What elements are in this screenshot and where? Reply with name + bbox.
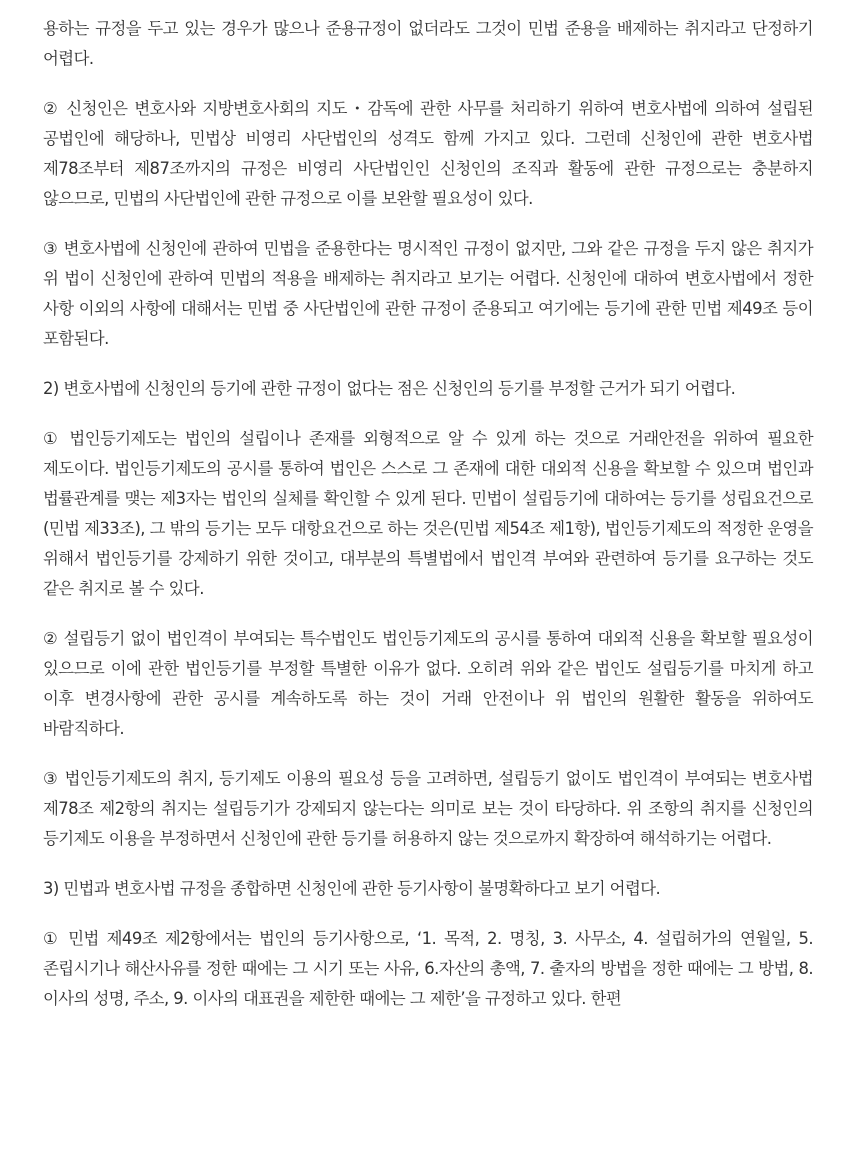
paragraph-item-1-article-49: ① 민법 제49조 제2항에서는 법인의 등기사항으로, ‘1. 목적, 2. 명칭, 3. 사무소, 4. 설립허가의 연월일, 5. 존립시기나 해산사유를 정한 때에는 그 시기 또는 사유, 6.자산의 총액, 7. 출자의 방법을 정한 때에는 그 방법, 8. 이사의 성명, 주소, 9. 이사의 대표권을 제한한 때에는 그 제한’을 규정하고 있다. 한편	[43, 929, 813, 1008]
paragraph-section-3: 3) 민법과 변호사법 규정을 종합하면 신청인에 관한 등기사항이 불명확하다고 보기 어렵다.	[43, 879, 661, 898]
paragraph-item-3-article-78: ③ 법인등기제도의 취지, 등기제도 이용의 필요성 등을 고려하면, 설립등기 없이도 법인격이 부여되는 변호사법 제78조 제2항의 취지는 설립등기가 강제되지 않는다는 의미로 보는 것이 타당하다. 위 조항의 취지를 신청인의 등기제도 이용을 부정하면서 신청인에 관한 등기를 허용하지 않는 것으로까지 확장하여 해석하기는 어렵다.	[43, 769, 813, 848]
paragraph-item-1-registration-system: ① 법인등기제도는 법인의 설립이나 존재를 외형적으로 알 수 있게 하는 것으로 거래안전을 위하여 필요한 제도이다. 법인등기제도의 공시를 통하여 법인은 스스로 그 존재에 대한 대외적 신용을 확보할 수 있으며 법인과 법률관계를 맺는 제3자는 법인의 실체를 확인할 수 있게 된다. 민법이 설립등기에 대하여는 등기를 성립요건으로(민법 제33조), 그 밖의 등기는 모두 대항요건으로 하는 것은(민법 제54조 제1항), 법인등기제도의 적정한 운영을 위해서 법인등기를 강제하기 위한 것이고, 대부분의 특별법에서 법인격 부여와 관련하여 등기를 요구하는 것도 같은 취지로 볼 수 있다.	[43, 429, 813, 598]
paragraph-item-2-special-corporation: ② 설립등기 없이 법인격이 부여되는 특수법인도 법인등기제도의 공시를 통하여 대외적 신용을 확보할 필요성이 있으므로 이에 관한 법인등기를 부정할 특별한 이유가 없다. 오히려 위와 같은 법인도 설립등기를 마치게 하고 이후 변경사항에 관한 공시를 계속하도록 하는 것이 거래 안전이나 위 법인의 원활한 활동을 위하여도 바람직하다.	[43, 629, 813, 738]
document-body	[43, 14, 813, 1014]
paragraph-item-3-civil-law-application: ③ 변호사법에 신청인에 관하여 민법을 준용한다는 명시적인 규정이 없지만, 그와 같은 규정을 두지 않은 취지가 위 법이 신청인에 관하여 민법의 적용을 배제하는 취지라고 보기는 어렵다. 신청인에 대하여 변호사법에서 정한 사항 이외의 사항에 대해서는 민법 중 사단법인에 관한 규정이 준용되고 여기에는 등기에 관한 민법 제49조 등이 포함된다.	[43, 239, 813, 348]
paragraph-item-2-public-corporation: ② 신청인은 변호사와 지방변호사회의 지도・감독에 관한 사무를 처리하기 위하여 변호사법에 의하여 설립된 공법인에 해당하나, 민법상 비영리 사단법인의 성격도 함께 가지고 있다. 그런데 신청인에 관한 변호사법 제78조부터 제87조까지의 규정은 비영리 사단법인인 신청인의 조직과 활동에 관한 규정으로는 충분하지 않으므로, 민법의 사단법인에 관한 규정으로 이를 보완할 필요성이 있다.	[43, 99, 813, 208]
paragraph-section-2: 2) 변호사법에 신청인의 등기에 관한 규정이 없다는 점은 신청인의 등기를 부정할 근거가 되기 어렵다.	[43, 379, 736, 398]
paragraph-continuation: 용하는 규정을 두고 있는 경우가 많으나 준용규정이 없더라도 그것이 민법 준용을 배제하는 취지라고 단정하기 어렵다.	[43, 19, 813, 68]
